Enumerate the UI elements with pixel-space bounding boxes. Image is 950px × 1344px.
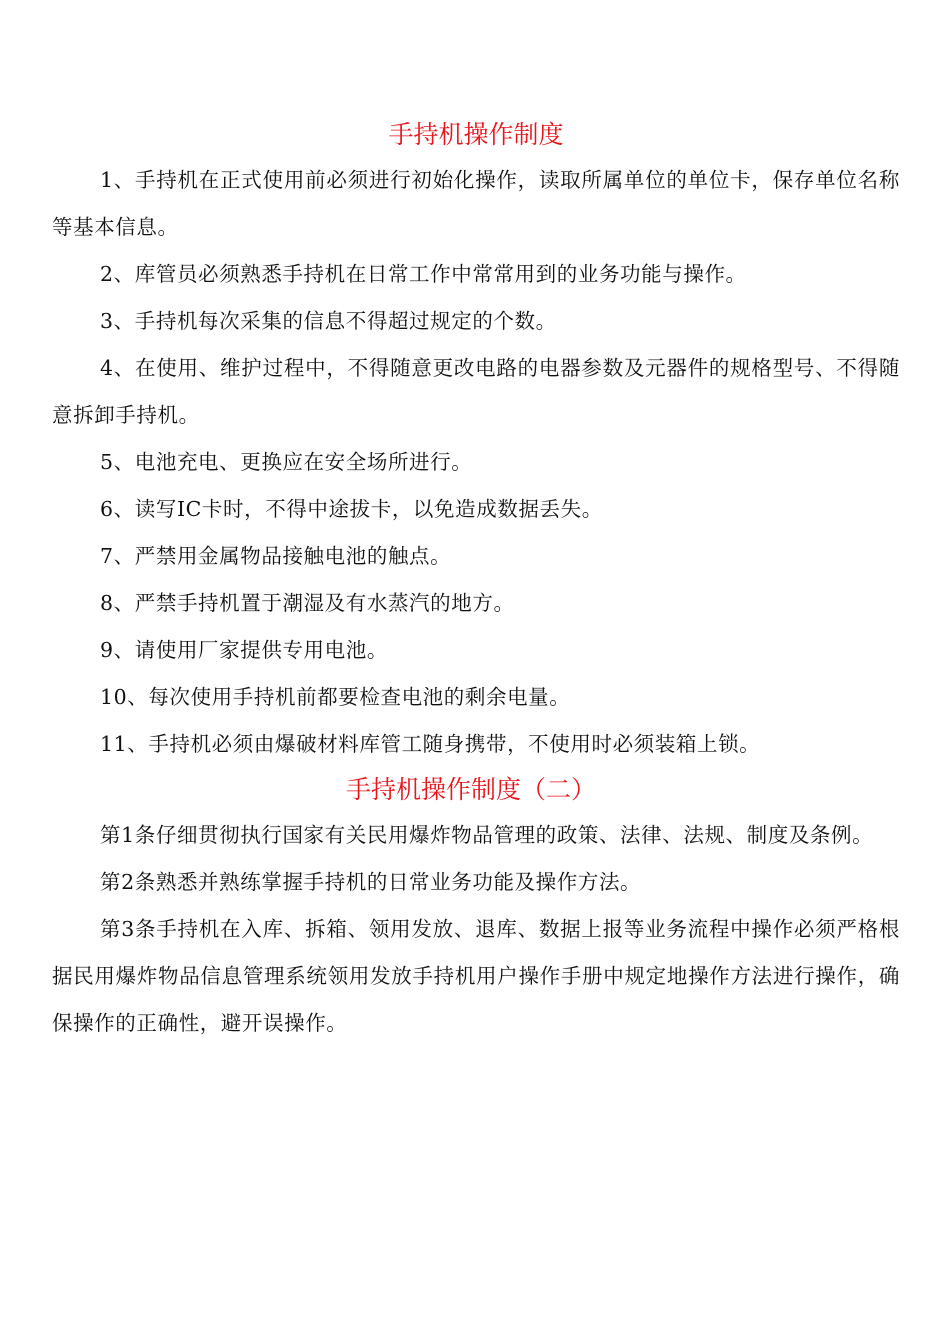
rule-item-2: 2、库管员必须熟悉手持机在日常工作中常常用到的业务功能与操作。 — [100, 262, 747, 286]
rule-item-8: 8、严禁手持机置于潮湿及有水蒸汽的地方。 — [100, 591, 515, 615]
rule-item-4: 4、在使用、维护过程中，不得随意更改电路的电器参数及元器件的规格型号、不得随意拆卸手持机。 — [52, 356, 900, 427]
section-2-title: 手持机操作制度（二） — [345, 775, 596, 804]
article-3: 第3条手持机在入库、拆箱、领用发放、退库、数据上报等业务流程中操作必须严格根据民用爆炸物品信息管理系统领用发放手持机用户操作手册中规定地操作方法进行操作，确保操作的正确性，避开误操作。 — [52, 917, 900, 1035]
article-2: 第2条熟悉并熟练掌握手持机的日常业务功能及操作方法。 — [100, 870, 642, 894]
rule-item-5: 5、电池充电、更换应在安全场所进行。 — [100, 450, 473, 474]
rule-item-11: 11、手持机必须由爆破材料库管工随身携带，不使用时必须装箱上锁。 — [100, 732, 761, 756]
document-body — [52, 113, 900, 1047]
rule-item-3: 3、手持机每次采集的信息不得超过规定的个数。 — [100, 309, 557, 333]
section-1-title: 手持机操作制度 — [388, 120, 564, 149]
article-1: 第1条仔细贯彻执行国家有关民用爆炸物品管理的政策、法律、法规、制度及条例。 — [100, 823, 874, 847]
rule-item-6: 6、读写IC卡时，不得中途拔卡，以免造成数据丢失。 — [100, 497, 603, 521]
rule-item-7: 7、严禁用金属物品接触电池的触点。 — [100, 544, 452, 568]
rule-item-9: 9、请使用厂家提供专用电池。 — [100, 638, 388, 662]
rule-item-1: 1、手持机在正式使用前必须进行初始化操作，读取所属单位的单位卡，保存单位名称等基本信息。 — [52, 168, 900, 239]
rule-item-10: 10、每次使用手持机前都要检查电池的剩余电量。 — [100, 685, 571, 709]
